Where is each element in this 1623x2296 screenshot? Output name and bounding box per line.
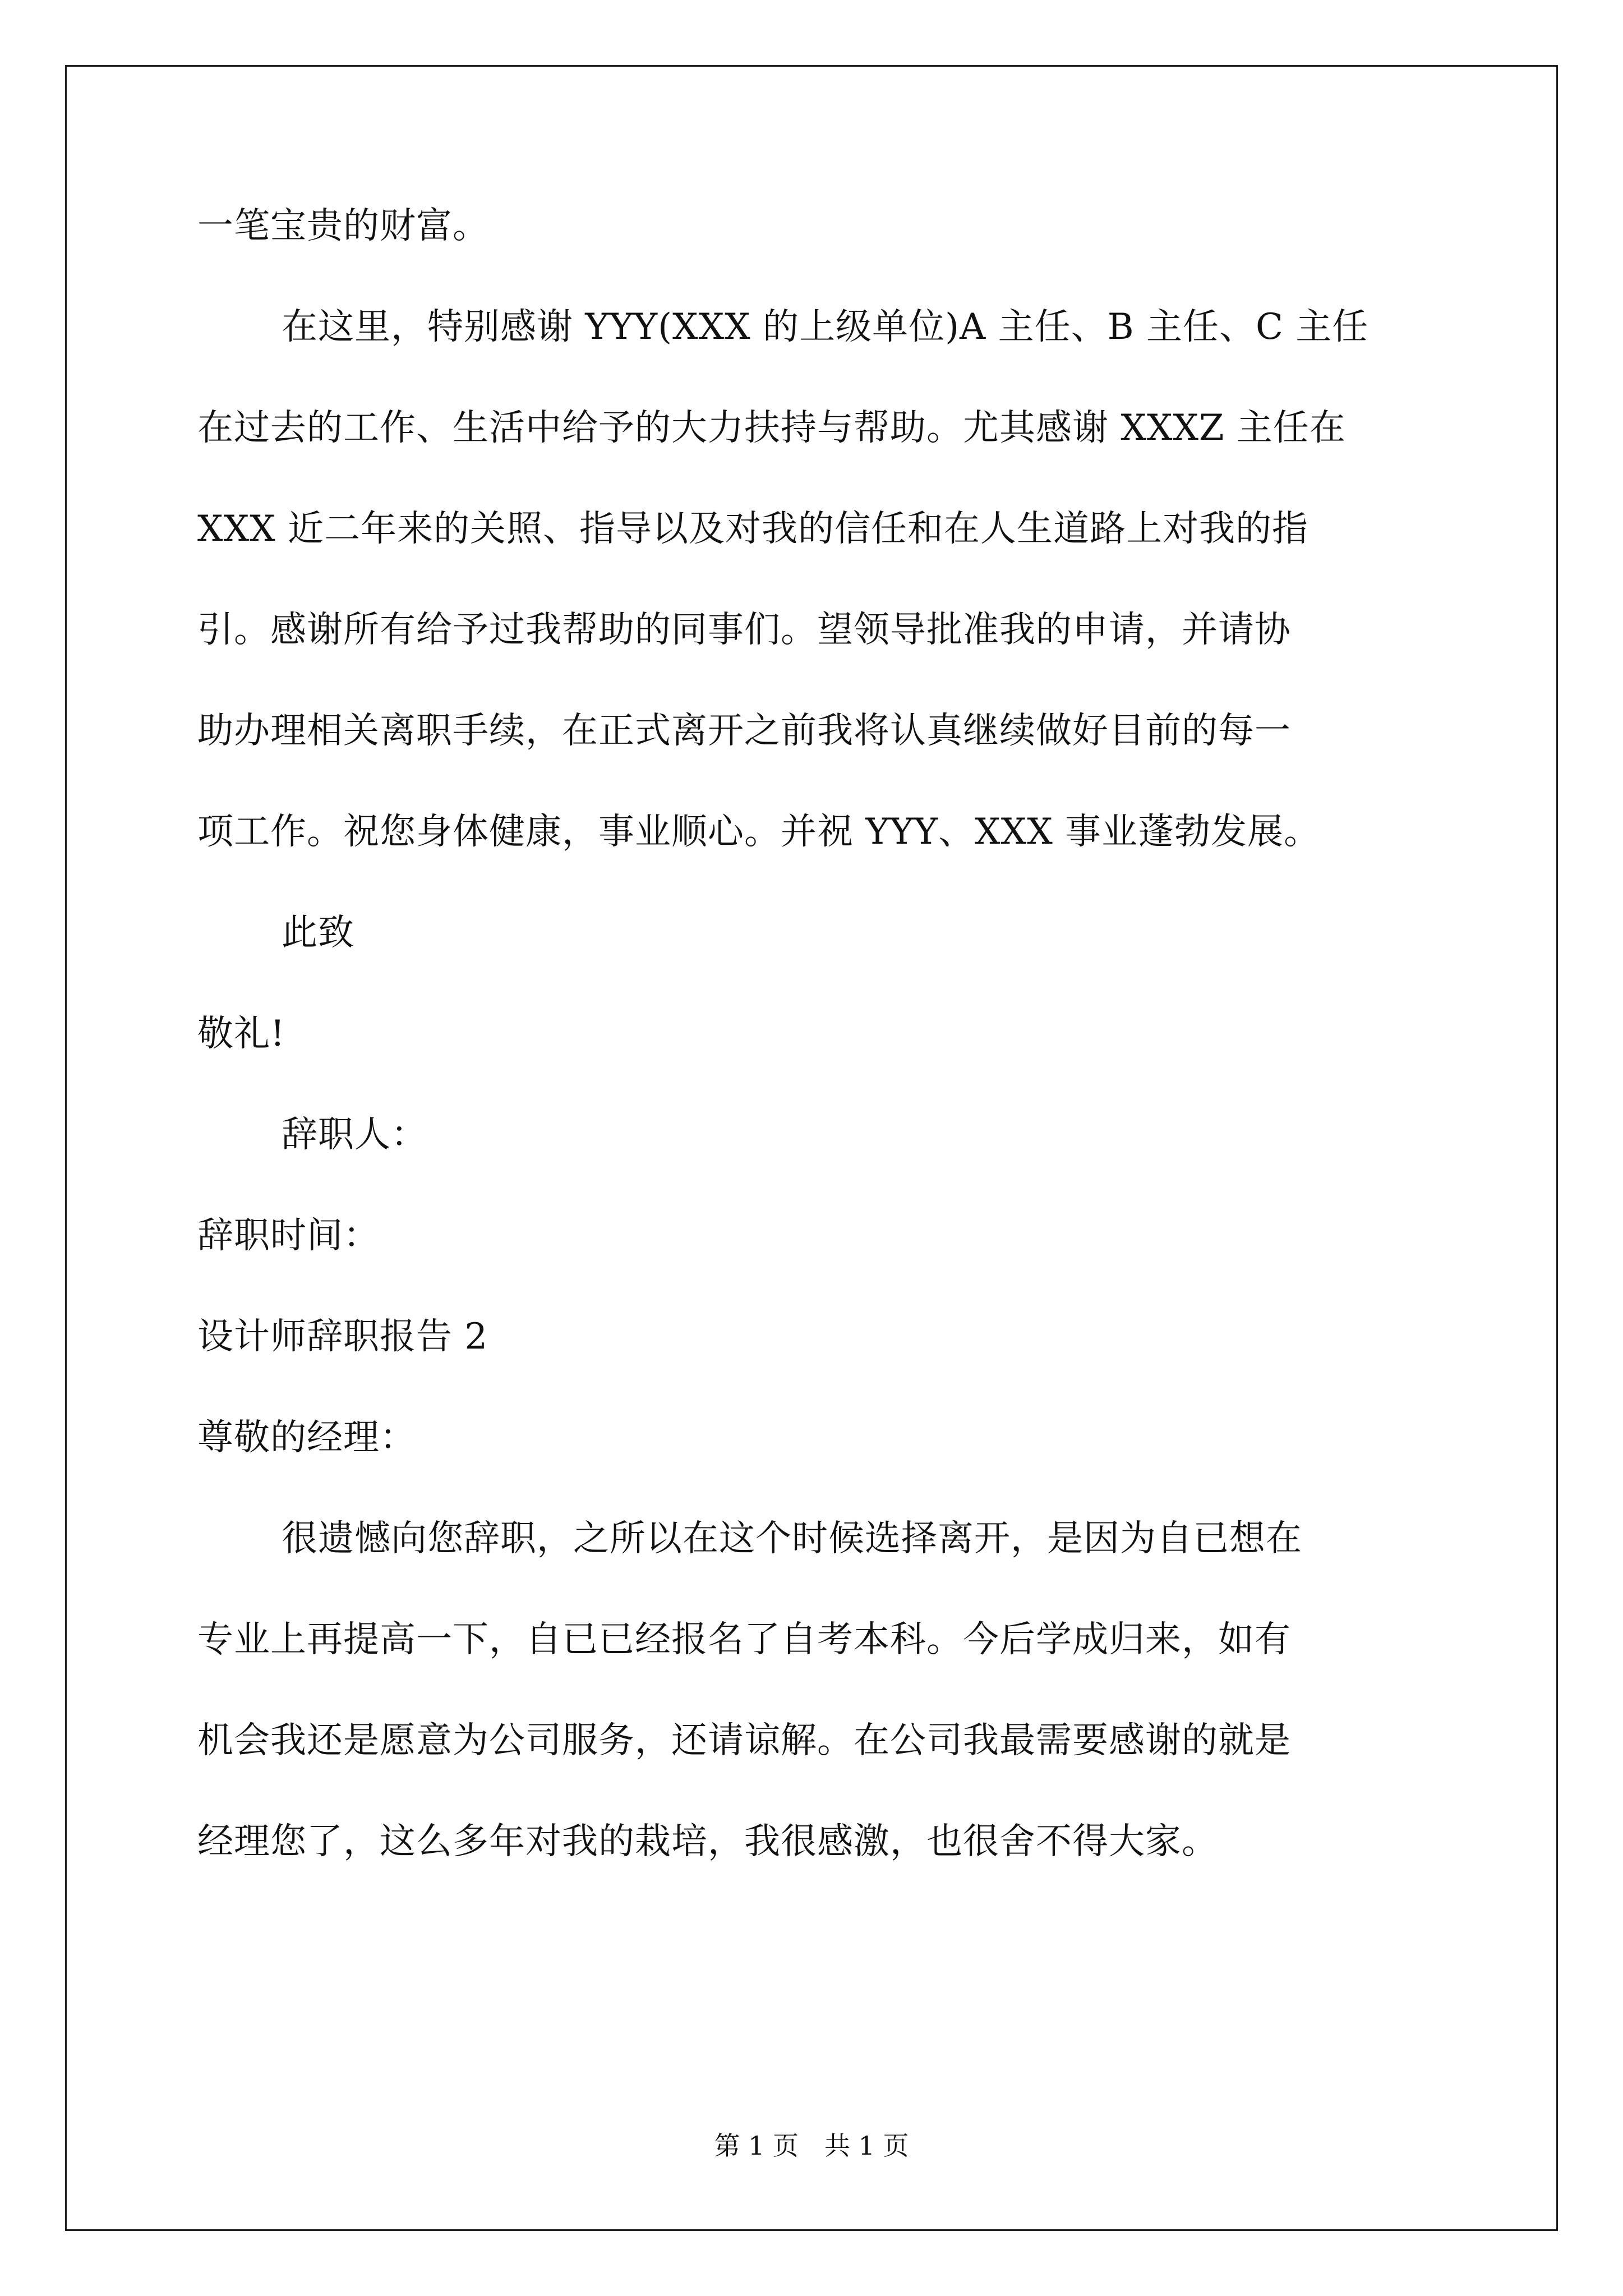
signature-label: 辞职人： xyxy=(282,1114,427,1156)
salutation-line: 此致 xyxy=(282,912,354,954)
text-line: 引。感谢所有给予过我帮助的同事们。望领导批准我的申请，并请协 xyxy=(197,609,1291,651)
text-line: 很遗憾向您辞职，之所以在这个时候选择离开，是因为自已想在 xyxy=(282,1518,1302,1559)
text-line: 一笔宝贵的财富。 xyxy=(197,205,489,247)
text-line: 专业上再提高一下，自已已经报名了自考本科。今后学成归来，如有 xyxy=(197,1619,1291,1660)
text-line: 经理您了，这么多年对我的栽培，我很感激，也很舍不得大家。 xyxy=(197,1821,1218,1862)
text-line: 助办理相关离职手续，在正式离开之前我将认真继续做好目前的每一 xyxy=(197,710,1291,752)
text-line: 在过去的工作、生活中给予的大力扶持与帮助。尤其感谢 XXXZ 主任在 xyxy=(197,407,1346,449)
closing-line: 敬礼! xyxy=(197,1013,285,1055)
text-line: 项工作。祝您身体健康，事业顺心。并祝 YYY、XXX 事业蓬勃发展。 xyxy=(197,811,1321,853)
page-footer: 第 1 页 共 1 页 xyxy=(714,2131,909,2161)
text-line: 机会我还是愿意为公司服务，还请谅解。在公司我最需要感谢的就是 xyxy=(197,1720,1291,1761)
addressee-line: 尊敬的经理： xyxy=(197,1417,416,1458)
text-line: 在这里，特别感谢 YYY(XXX 的上级单位)A 主任、B 主任、C 主任 xyxy=(282,306,1369,348)
document-body xyxy=(197,201,1427,1917)
text-line: XXX 近二年来的关照、指导以及对我的信任和在人生道路上对我的指 xyxy=(197,508,1309,550)
date-label: 辞职时间： xyxy=(197,1215,380,1257)
section-title: 设计师辞职报告 2 xyxy=(197,1316,488,1358)
